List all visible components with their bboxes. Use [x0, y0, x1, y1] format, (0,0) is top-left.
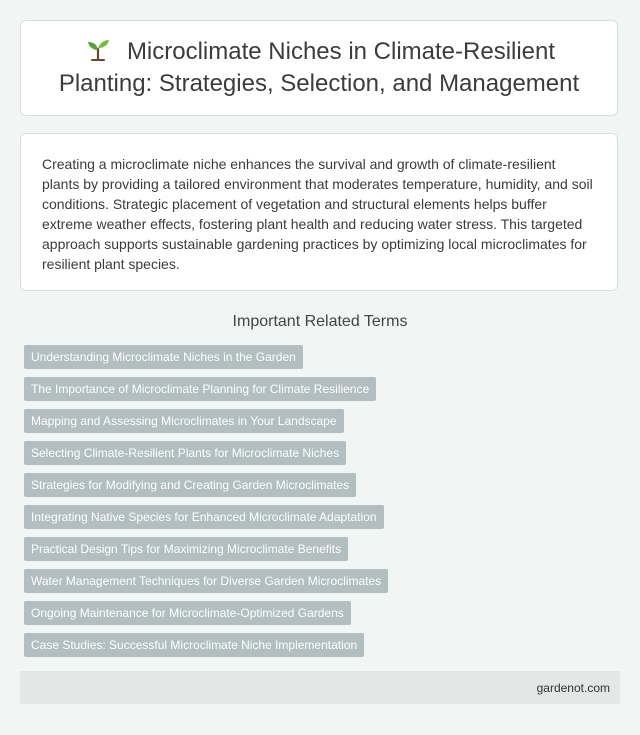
page-title-text: Microclimate Niches in Climate-Resilient Planting: Strategies, Selection, and Management — [58, 38, 580, 97]
related-term-tag[interactable]: Integrating Native Species for Enhanced Microclimate Adaptation — [24, 505, 384, 529]
related-term-tag[interactable]: Strategies for Modifying and Creating Garden Microclimates — [24, 473, 356, 497]
footer — [20, 671, 620, 704]
related-term-tag[interactable]: Understanding Microclimate Niches in the Garden — [24, 345, 303, 369]
related-term-tag[interactable]: Practical Design Tips for Maximizing Microclimate Benefits — [24, 537, 348, 561]
related-term-tag[interactable]: Ongoing Maintenance for Microclimate-Optimized Gardens — [24, 601, 351, 625]
seedling-icon — [83, 37, 113, 61]
intro-text: Creating a microclimate niche enhances the survival and growth of climate-resilient plants by providing a tailored environment that moderates temperature, humidity, and soil conditions. Strategic placement of vegetation and structural elements helps buffer extreme weather effects, fostering plant health and reducing water stress. This targeted approach supports sustainable gardening practices by optimizing local microclimates for resilient plant species. — [42, 156, 593, 272]
related-terms-list — [24, 345, 388, 665]
page-title — [49, 36, 589, 100]
intro-card — [20, 133, 618, 291]
related-term-tag[interactable]: Mapping and Assessing Microclimates in Your Landscape — [24, 409, 344, 433]
related-term-tag[interactable]: The Importance of Microclimate Planning for Climate Resilience — [24, 377, 376, 401]
related-term-tag[interactable]: Case Studies: Successful Microclimate Niche Implementation — [24, 633, 364, 657]
title-card — [20, 20, 618, 116]
related-term-tag[interactable]: Selecting Climate-Resilient Plants for Microclimate Niches — [24, 441, 346, 465]
related-term-tag[interactable]: Water Management Techniques for Diverse Garden Microclimates — [24, 569, 388, 593]
footer-site-link[interactable]: gardenot.com — [536, 680, 610, 695]
related-terms-heading: Important Related Terms — [232, 313, 408, 330]
